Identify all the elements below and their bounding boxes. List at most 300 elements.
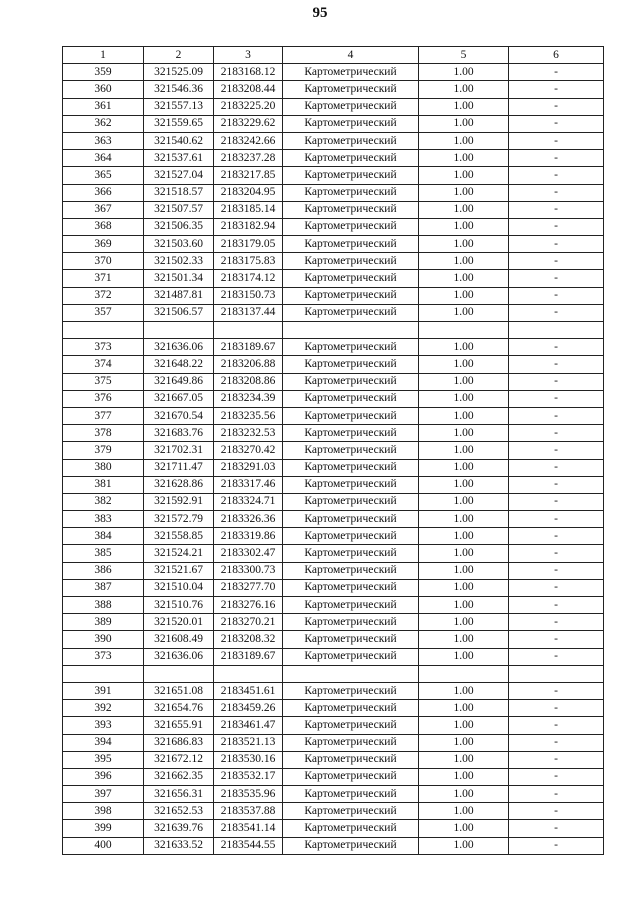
table-row [63, 837, 604, 854]
table-cell [214, 322, 283, 339]
table-cell: 321662.35 [144, 768, 214, 785]
table-cell: 321670.54 [144, 407, 214, 424]
table-cell: - [509, 579, 604, 596]
column-header: 5 [419, 47, 509, 64]
table-cell: Картометрический [283, 98, 419, 115]
table-row [63, 665, 604, 682]
table-cell: Картометрический [283, 201, 419, 218]
table-cell: 385 [63, 545, 144, 562]
table-cell: 321524.21 [144, 545, 214, 562]
table-row [63, 768, 604, 785]
table-cell: 321503.60 [144, 236, 214, 253]
table-cell: 392 [63, 700, 144, 717]
table-cell: 389 [63, 614, 144, 631]
table-row [63, 528, 604, 545]
table-row [63, 390, 604, 407]
table-row [63, 682, 604, 699]
column-header: 4 [283, 47, 419, 64]
table-cell: - [509, 837, 604, 854]
table-cell: Картометрический [283, 717, 419, 734]
table-cell: - [509, 184, 604, 201]
coordinates-table [62, 46, 604, 855]
table-cell: 2183461.47 [214, 717, 283, 734]
table-cell: - [509, 717, 604, 734]
table-cell: 1.00 [419, 597, 509, 614]
table-cell: Картометрический [283, 803, 419, 820]
table-cell: 321608.49 [144, 631, 214, 648]
table-cell: 357 [63, 304, 144, 321]
table-cell: - [509, 253, 604, 270]
table-cell: 1.00 [419, 700, 509, 717]
table-cell: Картометрический [283, 476, 419, 493]
table-cell: 321557.13 [144, 98, 214, 115]
table-cell: Картометрический [283, 218, 419, 235]
table-cell: 1.00 [419, 820, 509, 837]
table-row [63, 459, 604, 476]
table-cell: 2183544.55 [214, 837, 283, 854]
table-cell: 2183326.36 [214, 511, 283, 528]
table-cell: Картометрический [283, 132, 419, 149]
table-cell: Картометрический [283, 304, 419, 321]
table-cell: - [509, 476, 604, 493]
table-cell: 1.00 [419, 545, 509, 562]
table-cell: - [509, 562, 604, 579]
table-cell: 1.00 [419, 236, 509, 253]
table-cell [63, 322, 144, 339]
table-cell: 2183208.32 [214, 631, 283, 648]
table-cell: Картометрический [283, 150, 419, 167]
table-cell: 2183302.47 [214, 545, 283, 562]
table-cell: 321558.85 [144, 528, 214, 545]
table-row [63, 373, 604, 390]
table-cell: 321559.65 [144, 115, 214, 132]
table-cell: 2183530.16 [214, 751, 283, 768]
table-cell: 2183242.66 [214, 132, 283, 149]
column-header: 1 [63, 47, 144, 64]
table-row [63, 545, 604, 562]
table-cell: 388 [63, 597, 144, 614]
table-row [63, 476, 604, 493]
table-cell: Картометрический [283, 356, 419, 373]
table-body [63, 64, 604, 855]
table-cell: 363 [63, 132, 144, 149]
table-cell: 321540.62 [144, 132, 214, 149]
table-cell: Картометрический [283, 579, 419, 596]
table-cell: Картометрический [283, 184, 419, 201]
table-row [63, 493, 604, 510]
table-cell [144, 322, 214, 339]
table-cell: - [509, 442, 604, 459]
table-row [63, 81, 604, 98]
table-cell: 321656.31 [144, 786, 214, 803]
table-cell: 321711.47 [144, 459, 214, 476]
table-cell: 393 [63, 717, 144, 734]
table-cell: Картометрический [283, 768, 419, 785]
table-cell: 2183189.67 [214, 339, 283, 356]
table-cell: Картометрический [283, 236, 419, 253]
table-cell: 1.00 [419, 407, 509, 424]
table-cell: - [509, 201, 604, 218]
table-cell: - [509, 459, 604, 476]
table-cell: 1.00 [419, 631, 509, 648]
table-cell: Картометрический [283, 425, 419, 442]
table-cell: Картометрический [283, 562, 419, 579]
table-cell: 2183451.61 [214, 682, 283, 699]
column-header: 6 [509, 47, 604, 64]
table-cell: 398 [63, 803, 144, 820]
table-cell: - [509, 64, 604, 81]
table-cell: 368 [63, 218, 144, 235]
table-cell: 321518.57 [144, 184, 214, 201]
table-cell: 399 [63, 820, 144, 837]
table-cell: 2183324.71 [214, 493, 283, 510]
table-cell: - [509, 390, 604, 407]
table-cell: Картометрический [283, 751, 419, 768]
table-cell: 1.00 [419, 373, 509, 390]
table-cell: 2183225.20 [214, 98, 283, 115]
table-cell: - [509, 115, 604, 132]
table-cell: Картометрический [283, 442, 419, 459]
table-cell: 1.00 [419, 253, 509, 270]
table-cell: Картометрический [283, 820, 419, 837]
table-cell: 2183276.16 [214, 597, 283, 614]
table-row [63, 511, 604, 528]
table-cell: - [509, 682, 604, 699]
table-cell: 367 [63, 201, 144, 218]
table-cell: 2183189.67 [214, 648, 283, 665]
table-cell: 2183185.14 [214, 201, 283, 218]
table-header [63, 47, 604, 64]
table-cell [419, 322, 509, 339]
table-cell: - [509, 270, 604, 287]
table-cell [63, 665, 144, 682]
table-row [63, 339, 604, 356]
table-cell: 2183521.13 [214, 734, 283, 751]
table-cell: 1.00 [419, 64, 509, 81]
table-cell: 321592.91 [144, 493, 214, 510]
table-cell: 400 [63, 837, 144, 854]
table-cell: - [509, 373, 604, 390]
table-cell: Картометрический [283, 253, 419, 270]
table-cell: - [509, 803, 604, 820]
table-cell: 1.00 [419, 167, 509, 184]
table-cell: 2183182.94 [214, 218, 283, 235]
table-cell: 2183541.14 [214, 820, 283, 837]
table-cell: 2183204.95 [214, 184, 283, 201]
table-cell: 359 [63, 64, 144, 81]
table-cell [283, 665, 419, 682]
table-cell: - [509, 236, 604, 253]
table-cell: 321652.53 [144, 803, 214, 820]
table-cell: 321572.79 [144, 511, 214, 528]
table-cell: - [509, 614, 604, 631]
table-cell: 2183234.39 [214, 390, 283, 407]
table-cell: 1.00 [419, 786, 509, 803]
table-row [63, 236, 604, 253]
table-cell: 372 [63, 287, 144, 304]
table-cell: 376 [63, 390, 144, 407]
table-cell: Картометрический [283, 545, 419, 562]
table-cell: 321507.57 [144, 201, 214, 218]
table-row [63, 734, 604, 751]
table-cell: Картометрический [283, 81, 419, 98]
table-cell: 377 [63, 407, 144, 424]
table-cell: 1.00 [419, 425, 509, 442]
table-cell: 2183174.12 [214, 270, 283, 287]
table-cell: - [509, 820, 604, 837]
table-row [63, 356, 604, 373]
table-row [63, 803, 604, 820]
table-cell: 1.00 [419, 390, 509, 407]
table-row [63, 442, 604, 459]
table-cell: 321502.33 [144, 253, 214, 270]
table-cell: 321651.08 [144, 682, 214, 699]
table-cell: 1.00 [419, 511, 509, 528]
table-cell: - [509, 339, 604, 356]
table-cell: 321527.04 [144, 167, 214, 184]
table-cell: 2183208.44 [214, 81, 283, 98]
table-cell: 1.00 [419, 476, 509, 493]
table-cell: 2183175.83 [214, 253, 283, 270]
table-cell: 321501.34 [144, 270, 214, 287]
table-cell: - [509, 597, 604, 614]
table-cell: 2183319.86 [214, 528, 283, 545]
table-cell: 321628.86 [144, 476, 214, 493]
table-cell: Картометрический [283, 407, 419, 424]
table-cell: Картометрический [283, 786, 419, 803]
table-cell: 2183291.03 [214, 459, 283, 476]
table-cell: Картометрический [283, 64, 419, 81]
table-cell: - [509, 167, 604, 184]
table-row [63, 270, 604, 287]
table-cell: 1.00 [419, 115, 509, 132]
table-cell: 371 [63, 270, 144, 287]
table-cell: 1.00 [419, 218, 509, 235]
table-cell: 321506.57 [144, 304, 214, 321]
table-row [63, 150, 604, 167]
table-cell: 321702.31 [144, 442, 214, 459]
table-cell [283, 322, 419, 339]
table-cell: 321633.52 [144, 837, 214, 854]
table-cell [509, 665, 604, 682]
table-cell: 2183537.88 [214, 803, 283, 820]
table-cell: 1.00 [419, 270, 509, 287]
table-row [63, 820, 604, 837]
table-cell: 321648.22 [144, 356, 214, 373]
table-cell: - [509, 528, 604, 545]
table-cell: Картометрический [283, 390, 419, 407]
page-number: 95 [312, 5, 328, 21]
table-cell: 380 [63, 459, 144, 476]
table-cell: 2183208.86 [214, 373, 283, 390]
table-row [63, 184, 604, 201]
table-cell: 321487.81 [144, 287, 214, 304]
table-cell: - [509, 287, 604, 304]
table-cell: - [509, 734, 604, 751]
table-cell: 365 [63, 167, 144, 184]
table-cell: - [509, 81, 604, 98]
table-cell: 1.00 [419, 442, 509, 459]
table-row [63, 631, 604, 648]
table-cell: 395 [63, 751, 144, 768]
table-cell: - [509, 425, 604, 442]
table-row [63, 562, 604, 579]
table-cell: 397 [63, 786, 144, 803]
table-cell: 1.00 [419, 339, 509, 356]
table-cell: - [509, 493, 604, 510]
table-cell: 381 [63, 476, 144, 493]
table-cell: 1.00 [419, 682, 509, 699]
table-cell: 321683.76 [144, 425, 214, 442]
table-cell: 394 [63, 734, 144, 751]
table-cell: Картометрический [283, 682, 419, 699]
table-cell: 1.00 [419, 751, 509, 768]
table-cell: Картометрический [283, 597, 419, 614]
table-row [63, 786, 604, 803]
table-cell: - [509, 407, 604, 424]
table-cell: Картометрический [283, 493, 419, 510]
table-cell: 2183217.85 [214, 167, 283, 184]
table-row [63, 717, 604, 734]
table-cell: 1.00 [419, 803, 509, 820]
table-cell: 2183235.56 [214, 407, 283, 424]
table-cell: 1.00 [419, 132, 509, 149]
table-row [63, 597, 604, 614]
table-cell: 1.00 [419, 356, 509, 373]
table-cell: 396 [63, 768, 144, 785]
table-cell: - [509, 304, 604, 321]
table-cell: 2183150.73 [214, 287, 283, 304]
table-cell: 373 [63, 339, 144, 356]
table-cell: - [509, 648, 604, 665]
table-cell: Картометрический [283, 700, 419, 717]
table-cell: 375 [63, 373, 144, 390]
table-cell: Картометрический [283, 270, 419, 287]
table-cell: Картометрический [283, 631, 419, 648]
table-cell: 364 [63, 150, 144, 167]
table-cell: 2183535.96 [214, 786, 283, 803]
table-cell: 2183229.62 [214, 115, 283, 132]
table-cell: 1.00 [419, 493, 509, 510]
table-row [63, 115, 604, 132]
table-cell [509, 322, 604, 339]
table-cell: Картометрический [283, 459, 419, 476]
table-cell: 1.00 [419, 648, 509, 665]
table-cell: 366 [63, 184, 144, 201]
table-cell: 1.00 [419, 614, 509, 631]
table-cell: - [509, 218, 604, 235]
table-cell: 321510.76 [144, 597, 214, 614]
table-cell: Картометрический [283, 511, 419, 528]
table-row [63, 407, 604, 424]
table-cell [419, 665, 509, 682]
table-cell: 370 [63, 253, 144, 270]
table-cell: 2183168.12 [214, 64, 283, 81]
table-cell: 321506.35 [144, 218, 214, 235]
table-row [63, 253, 604, 270]
table-cell: 2183317.46 [214, 476, 283, 493]
table-cell [214, 665, 283, 682]
table-cell: 2183237.28 [214, 150, 283, 167]
table-cell: 321649.86 [144, 373, 214, 390]
table-cell: 390 [63, 631, 144, 648]
table-cell: 321654.76 [144, 700, 214, 717]
table-cell: Картометрический [283, 373, 419, 390]
table-row [63, 167, 604, 184]
table-row [63, 322, 604, 339]
table-cell: 2183206.88 [214, 356, 283, 373]
table-cell: 1.00 [419, 81, 509, 98]
table-row [63, 751, 604, 768]
table-cell: 1.00 [419, 459, 509, 476]
table-cell: 2183300.73 [214, 562, 283, 579]
table-cell: 1.00 [419, 150, 509, 167]
table-cell: - [509, 751, 604, 768]
table-cell: - [509, 356, 604, 373]
table-cell: Картометрический [283, 648, 419, 665]
table-cell: 1.00 [419, 304, 509, 321]
table-cell: - [509, 511, 604, 528]
table-cell: 321537.61 [144, 150, 214, 167]
table-row [63, 98, 604, 115]
table-cell: 2183277.70 [214, 579, 283, 596]
table-cell: 1.00 [419, 528, 509, 545]
table-cell: 1.00 [419, 562, 509, 579]
table-cell: 1.00 [419, 768, 509, 785]
table-cell: - [509, 786, 604, 803]
table-cell: Картометрический [283, 528, 419, 545]
table-cell: 383 [63, 511, 144, 528]
table-cell: Картометрический [283, 339, 419, 356]
table-cell: 321686.83 [144, 734, 214, 751]
table-cell: 321672.12 [144, 751, 214, 768]
table-cell: 321546.36 [144, 81, 214, 98]
table-cell: 2183532.17 [214, 768, 283, 785]
table-row [63, 579, 604, 596]
table-cell: - [509, 132, 604, 149]
table-cell: 369 [63, 236, 144, 253]
table-cell: 321667.05 [144, 390, 214, 407]
table-cell: 1.00 [419, 201, 509, 218]
table-cell: 384 [63, 528, 144, 545]
table-cell: 386 [63, 562, 144, 579]
table-cell: Картометрический [283, 287, 419, 304]
table-cell: 2183232.53 [214, 425, 283, 442]
table-row [63, 287, 604, 304]
table-cell: 1.00 [419, 837, 509, 854]
table-cell: 1.00 [419, 734, 509, 751]
table-cell: 1.00 [419, 98, 509, 115]
header-row [63, 47, 604, 64]
table-cell: 321655.91 [144, 717, 214, 734]
table-cell: Картометрический [283, 734, 419, 751]
table-row [63, 425, 604, 442]
column-header: 3 [214, 47, 283, 64]
table-cell: 382 [63, 493, 144, 510]
table-cell: 362 [63, 115, 144, 132]
table-cell: 2183270.21 [214, 614, 283, 631]
table-cell: Картометрический [283, 837, 419, 854]
table-cell: - [509, 150, 604, 167]
table-cell: 1.00 [419, 579, 509, 596]
table-cell: 321520.01 [144, 614, 214, 631]
table-row [63, 614, 604, 631]
table-cell: 361 [63, 98, 144, 115]
table-cell: 1.00 [419, 184, 509, 201]
table-row [63, 201, 604, 218]
table-cell: Картометрический [283, 115, 419, 132]
table-row [63, 648, 604, 665]
